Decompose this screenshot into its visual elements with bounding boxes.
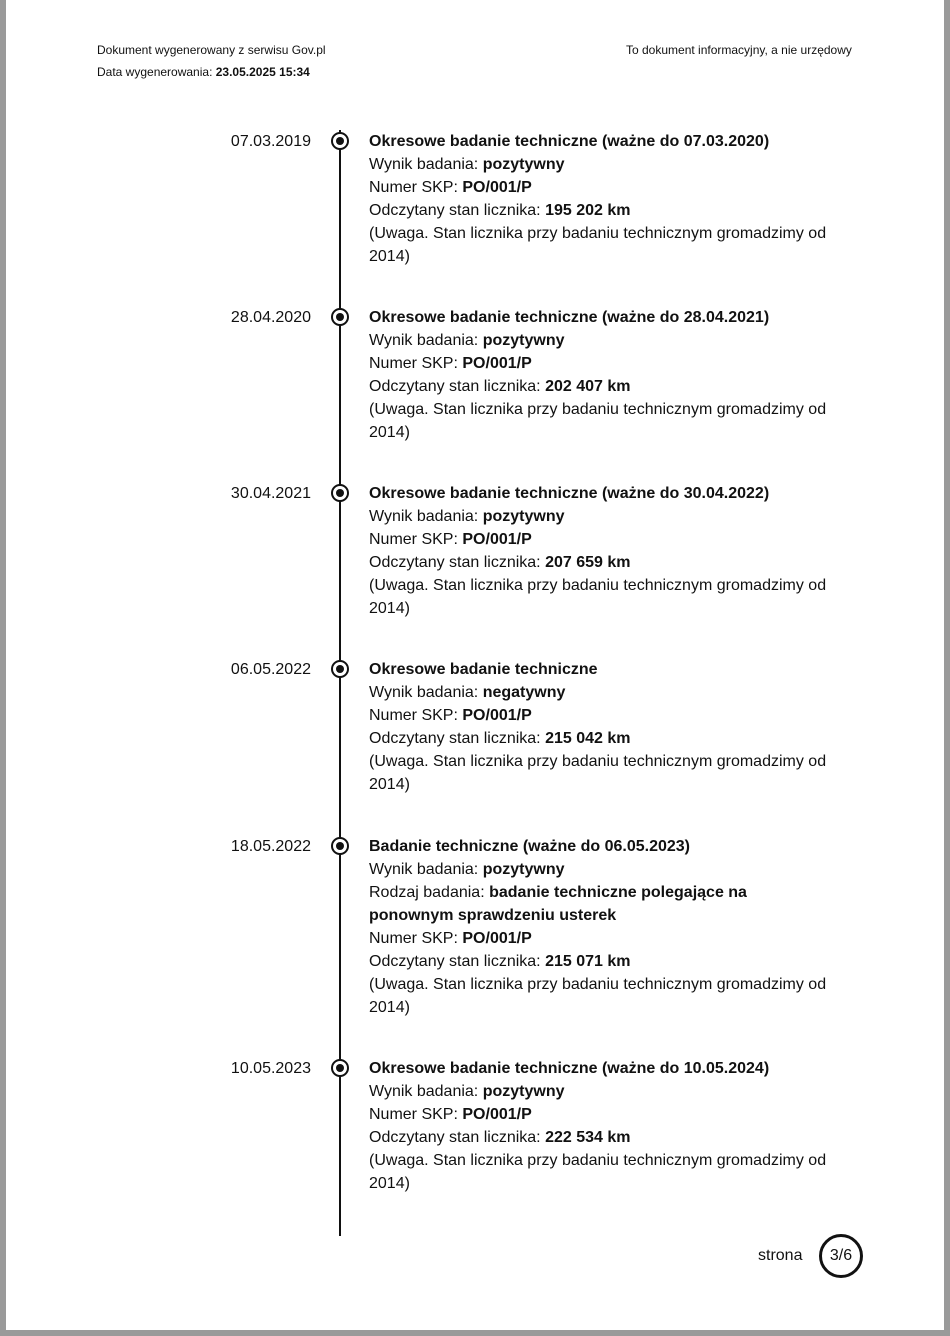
entry-odometer xyxy=(369,950,829,973)
entry-body xyxy=(369,482,829,620)
entry-skp xyxy=(369,176,829,199)
entry-odometer xyxy=(369,1126,829,1149)
entry-note: (Uwaga. Stan licznika przy badaniu technicznym gromadzimy od 2014) xyxy=(369,225,827,265)
skp-value: PO/001/P xyxy=(462,1106,532,1123)
entry-result xyxy=(369,1080,829,1103)
odometer-label: Odczytany stan licznika: xyxy=(369,1129,541,1146)
header-left xyxy=(97,39,326,83)
result-value: pozytywny xyxy=(482,332,565,349)
skp-label: Numer SKP: xyxy=(369,355,458,372)
odometer-value: 215 042 km xyxy=(545,730,631,747)
timeline-dot-icon xyxy=(331,484,349,502)
entry-title: Okresowe badanie techniczne (ważne do 30.04.2022) xyxy=(369,485,770,502)
entry-title: Okresowe badanie techniczne (ważne do 28.04.2021) xyxy=(369,309,770,326)
entry-date: 07.03.2019 xyxy=(230,133,311,150)
result-label: Wynik badania: xyxy=(369,861,479,878)
entry-body xyxy=(369,306,829,444)
timeline-dot-icon xyxy=(331,1059,349,1077)
generated-label: Data wygenerowania: xyxy=(97,65,213,79)
source-text: Dokument wygenerowany z serwisu Gov.pl xyxy=(97,43,326,57)
entry-skp xyxy=(369,1103,829,1126)
watermark-logo: otoMoto xyxy=(18,1304,98,1326)
skp-label: Numer SKP: xyxy=(369,707,458,724)
entry-body xyxy=(369,835,829,1019)
entry-note: (Uwaga. Stan licznika przy badaniu technicznym gromadzimy od 2014) xyxy=(369,401,827,441)
result-label: Wynik badania: xyxy=(369,508,479,525)
result-value: pozytywny xyxy=(482,861,565,878)
entry-title: Badanie techniczne (ważne do 06.05.2023) xyxy=(369,838,691,855)
informational-notice: To dokument informacyjny, a nie urzędowy xyxy=(626,43,852,57)
entry-odometer xyxy=(369,199,829,222)
skp-value: PO/001/P xyxy=(462,355,532,372)
entry-result xyxy=(369,153,829,176)
page-label: strona xyxy=(758,1247,803,1264)
entry-date: 18.05.2022 xyxy=(230,838,311,855)
timeline-dot-icon xyxy=(331,308,349,326)
entry-body xyxy=(369,130,829,268)
entry-odometer xyxy=(369,551,829,574)
skp-label: Numer SKP: xyxy=(369,179,458,196)
skp-value: PO/001/P xyxy=(462,531,532,548)
entry-body xyxy=(369,1057,829,1195)
odometer-label: Odczytany stan licznika: xyxy=(369,953,541,970)
odometer-label: Odczytany stan licznika: xyxy=(369,730,541,747)
type-label: Rodzaj badania: xyxy=(369,884,485,901)
entry-result xyxy=(369,858,829,881)
entry-date: 28.04.2020 xyxy=(230,309,311,326)
skp-value: PO/001/P xyxy=(462,930,532,947)
result-value: pozytywny xyxy=(482,1083,565,1100)
timeline-dot-icon xyxy=(331,132,349,150)
skp-value: PO/001/P xyxy=(462,179,532,196)
generated-date-line xyxy=(97,61,326,83)
entry-result xyxy=(369,505,829,528)
entry-title: Okresowe badanie techniczne (ważne do 07.03.2020) xyxy=(369,133,770,150)
entry-result xyxy=(369,681,829,704)
entry-skp xyxy=(369,352,829,375)
skp-label: Numer SKP: xyxy=(369,531,458,548)
entry-date: 10.05.2023 xyxy=(230,1060,311,1077)
entry-title: Okresowe badanie techniczne (ważne do 10.05.2024) xyxy=(369,1060,770,1077)
entry-body xyxy=(369,658,829,796)
type-value: badanie techniczne polegające na ponownym sprawdzeniu usterek xyxy=(369,884,747,924)
entry-odometer xyxy=(369,375,829,398)
odometer-value: 215 071 km xyxy=(545,953,631,970)
timeline-dot-icon xyxy=(331,837,349,855)
odometer-label: Odczytany stan licznika: xyxy=(369,202,541,219)
odometer-value: 195 202 km xyxy=(545,202,631,219)
result-value: pozytywny xyxy=(482,156,565,173)
entry-skp xyxy=(369,704,829,727)
entry-date: 06.05.2022 xyxy=(230,661,311,678)
result-value: pozytywny xyxy=(482,508,565,525)
document-page xyxy=(6,0,944,1330)
odometer-value: 202 407 km xyxy=(545,378,631,395)
entry-note: (Uwaga. Stan licznika przy badaniu technicznym gromadzimy od 2014) xyxy=(369,976,827,1016)
entry-note: (Uwaga. Stan licznika przy badaniu technicznym gromadzimy od 2014) xyxy=(369,753,827,793)
skp-label: Numer SKP: xyxy=(369,930,458,947)
result-value: negatywny xyxy=(482,684,566,701)
skp-label: Numer SKP: xyxy=(369,1106,458,1123)
entry-note: (Uwaga. Stan licznika przy badaniu technicznym gromadzimy od 2014) xyxy=(369,577,827,617)
result-label: Wynik badania: xyxy=(369,1083,479,1100)
odometer-value: 207 659 km xyxy=(545,554,631,571)
entry-date: 30.04.2021 xyxy=(230,485,311,502)
skp-value: PO/001/P xyxy=(462,707,532,724)
generated-value: 23.05.2025 15:34 xyxy=(215,65,310,79)
entry-skp xyxy=(369,528,829,551)
timeline-dot-icon xyxy=(331,660,349,678)
page-number-badge: 3/6 xyxy=(819,1234,863,1278)
entry-note: (Uwaga. Stan licznika przy badaniu technicznym gromadzimy od 2014) xyxy=(369,1152,827,1192)
odometer-label: Odczytany stan licznika: xyxy=(369,378,541,395)
entry-odometer xyxy=(369,727,829,750)
odometer-label: Odczytany stan licznika: xyxy=(369,554,541,571)
entry-skp xyxy=(369,927,829,950)
result-label: Wynik badania: xyxy=(369,332,479,349)
entry-type xyxy=(369,881,829,927)
odometer-value: 222 534 km xyxy=(545,1129,631,1146)
result-label: Wynik badania: xyxy=(369,156,479,173)
entry-title: Okresowe badanie techniczne xyxy=(369,661,598,678)
entry-result xyxy=(369,329,829,352)
result-label: Wynik badania: xyxy=(369,684,479,701)
